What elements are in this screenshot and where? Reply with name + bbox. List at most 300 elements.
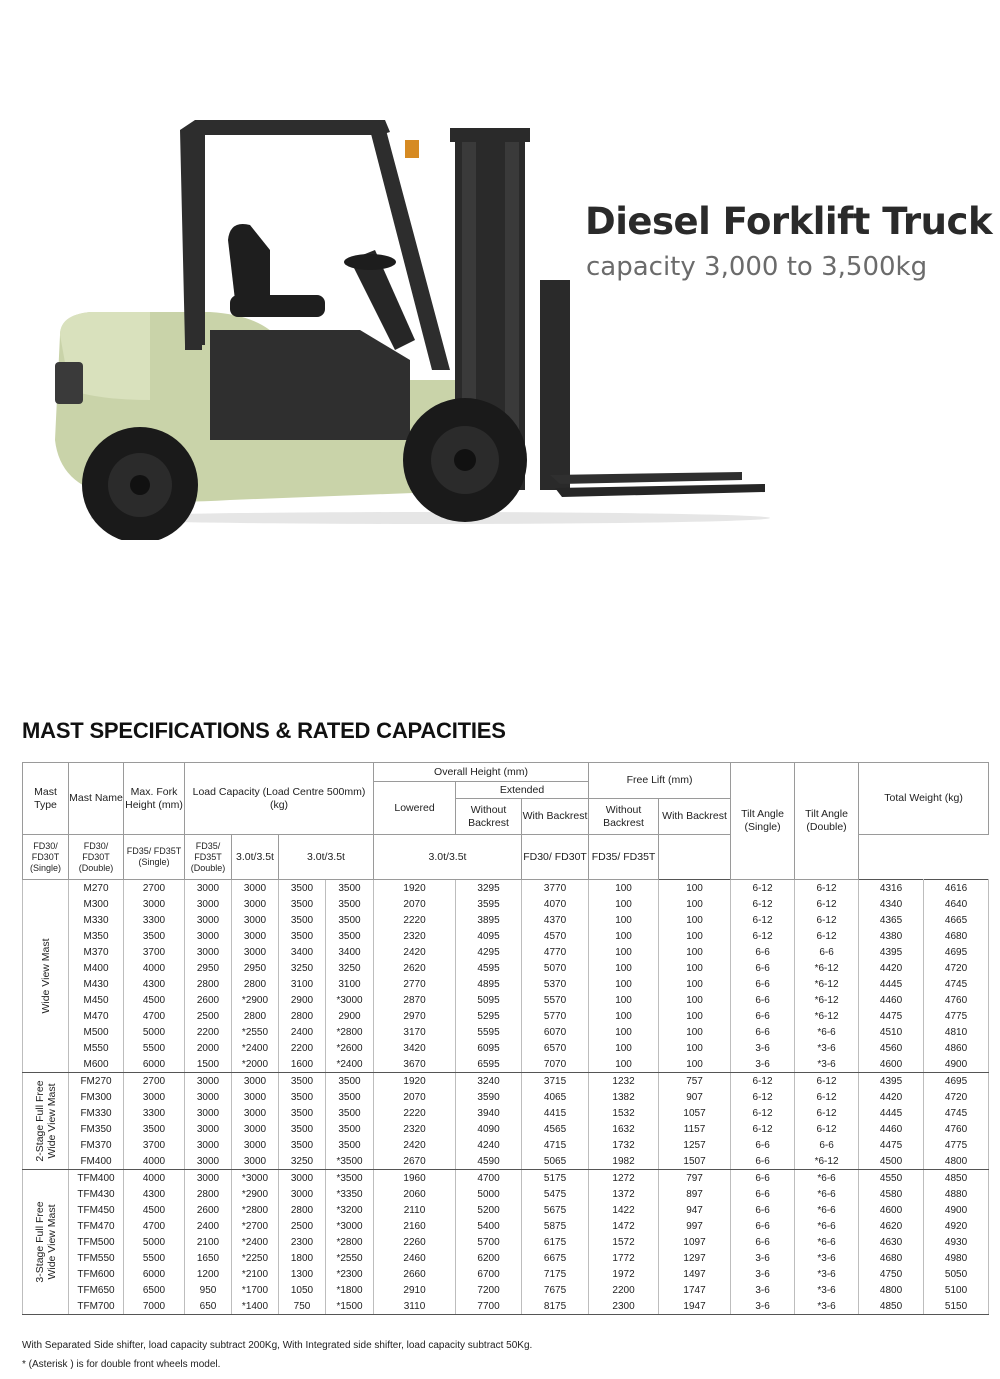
table-cell: 3000 [124, 1089, 185, 1105]
table-cell: TFM450 [69, 1202, 124, 1218]
table-cell: 2420 [374, 1137, 456, 1153]
table-cell: 1600 [279, 1056, 326, 1073]
table-cell: 6-6 [731, 1137, 795, 1153]
table-cell: 4720 [924, 1089, 989, 1105]
table-cell: 100 [589, 960, 659, 976]
table-cell: 4295 [456, 944, 522, 960]
table-cell: 3-6 [731, 1282, 795, 1298]
table-cell: 2220 [374, 912, 456, 928]
table-row [23, 1056, 989, 1073]
table-cell: 6-6 [731, 1186, 795, 1202]
table-cell: 2000 [185, 1040, 232, 1056]
table-cell: 1982 [589, 1153, 659, 1170]
table-cell: 3000 [232, 1105, 279, 1121]
table-cell: 2800 [185, 1186, 232, 1202]
table-cell: 3000 [232, 1121, 279, 1137]
table-cell: 5175 [522, 1170, 589, 1187]
table-cell: 6-12 [731, 912, 795, 928]
header-lc-fd30-double: FD30/ FD30T (Double) [69, 835, 124, 880]
table-cell: 3000 [185, 1137, 232, 1153]
table-cell: *1400 [232, 1298, 279, 1315]
table-cell: 1650 [185, 1250, 232, 1266]
table-cell: 2800 [185, 976, 232, 992]
table-cell: 6-12 [731, 1121, 795, 1137]
table-row [23, 960, 989, 976]
table-row [23, 1089, 989, 1105]
table-cell: 6-6 [731, 1218, 795, 1234]
table-cell: 3500 [326, 1105, 374, 1121]
header-fl-without-backrest: Without Backrest [589, 799, 659, 835]
table-cell: 3000 [232, 912, 279, 928]
table-row [23, 880, 989, 897]
table-row [23, 1298, 989, 1315]
header-lowered: Lowered [374, 782, 456, 835]
table-cell: 4880 [924, 1186, 989, 1202]
table-cell: 5150 [924, 1298, 989, 1315]
table-cell: 6000 [124, 1056, 185, 1073]
header-extended: Extended [456, 782, 589, 799]
table-cell: 3000 [279, 1170, 326, 1187]
table-cell: 2950 [185, 960, 232, 976]
table-cell: 3500 [326, 1073, 374, 1090]
table-cell: 4760 [924, 1121, 989, 1137]
section-title: MAST SPECIFICATIONS & RATED CAPACITIES [22, 718, 506, 743]
table-cell: 4640 [924, 896, 989, 912]
table-row [23, 1105, 989, 1121]
table-cell: 4850 [859, 1298, 924, 1315]
table-cell: 6-12 [795, 896, 859, 912]
table-cell: 4560 [859, 1040, 924, 1056]
table-cell: 4340 [859, 896, 924, 912]
header-tilt-single: Tilt Angle (Single) [731, 763, 795, 880]
table-cell: 2600 [185, 1202, 232, 1218]
table-cell: 3500 [326, 880, 374, 897]
table-cell: 757 [659, 1073, 731, 1090]
table-cell: 100 [659, 960, 731, 976]
table-cell: 2800 [232, 976, 279, 992]
table-cell: 100 [659, 1056, 731, 1073]
table-cell: 100 [659, 880, 731, 897]
table-cell: 3300 [124, 1105, 185, 1121]
table-cell: 2950 [232, 960, 279, 976]
table-cell: 4445 [859, 1105, 924, 1121]
table-cell: 3500 [279, 1073, 326, 1090]
table-cell: 3000 [185, 928, 232, 944]
table-cell: 2160 [374, 1218, 456, 1234]
table-cell: 6-12 [795, 928, 859, 944]
table-cell: 7000 [124, 1298, 185, 1315]
table-cell: 3250 [279, 1153, 326, 1170]
table-row [23, 944, 989, 960]
table-cell: 5400 [456, 1218, 522, 1234]
table-cell: 5570 [522, 992, 589, 1008]
table-cell: 100 [589, 928, 659, 944]
table-cell: 1947 [659, 1298, 731, 1315]
table-cell: 100 [659, 1008, 731, 1024]
table-cell: 4500 [124, 1202, 185, 1218]
table-cell: 1532 [589, 1105, 659, 1121]
table-cell: 6095 [456, 1040, 522, 1056]
table-cell: 4775 [924, 1008, 989, 1024]
table-cell: 4720 [924, 960, 989, 976]
table-cell: 4700 [124, 1008, 185, 1024]
table-cell: 2870 [374, 992, 456, 1008]
table-cell: M300 [69, 896, 124, 912]
table-cell: 2900 [279, 992, 326, 1008]
header-lc-fd35-double: FD35/ FD35T (Double) [185, 835, 232, 880]
table-cell: 6070 [522, 1024, 589, 1040]
table-cell: *6-12 [795, 1008, 859, 1024]
table-row [23, 1250, 989, 1266]
table-cell: 3300 [124, 912, 185, 928]
table-cell: 4760 [924, 992, 989, 1008]
table-cell: 6-12 [731, 880, 795, 897]
mast-type-label: 3-Stage Full Free Wide View Mast [33, 1201, 58, 1283]
table-cell: 3400 [279, 944, 326, 960]
table-cell: 7175 [522, 1266, 589, 1282]
table-cell: *1500 [326, 1298, 374, 1315]
table-cell: 4580 [859, 1186, 924, 1202]
table-cell: 2670 [374, 1153, 456, 1170]
table-cell: *3500 [326, 1170, 374, 1187]
table-cell: 3170 [374, 1024, 456, 1040]
table-cell: *3-6 [795, 1282, 859, 1298]
table-cell: 7675 [522, 1282, 589, 1298]
table-cell: 5595 [456, 1024, 522, 1040]
table-cell: 3000 [232, 880, 279, 897]
table-cell: 4930 [924, 1234, 989, 1250]
table-cell: 3000 [279, 1186, 326, 1202]
table-cell: 6-6 [731, 1008, 795, 1024]
table-cell: 2320 [374, 928, 456, 944]
table-cell: 3100 [279, 976, 326, 992]
table-cell: *3000 [326, 1218, 374, 1234]
table-cell: 1507 [659, 1153, 731, 1170]
table-cell: 3500 [326, 912, 374, 928]
table-cell: 797 [659, 1170, 731, 1187]
table-cell: 100 [589, 1040, 659, 1056]
table-cell: 3100 [326, 976, 374, 992]
table-cell: *6-12 [795, 960, 859, 976]
table-cell: 3295 [456, 880, 522, 897]
table-cell: 3715 [522, 1073, 589, 1090]
table-cell: 4980 [924, 1250, 989, 1266]
table-cell: 1920 [374, 1073, 456, 1090]
table-cell: 4370 [522, 912, 589, 928]
table-cell: 3000 [185, 912, 232, 928]
table-cell: 2600 [185, 992, 232, 1008]
table-cell: 5770 [522, 1008, 589, 1024]
table-cell: 2700 [124, 880, 185, 897]
table-cell: 6-12 [731, 1089, 795, 1105]
mast-type-label: Wide View Mast [39, 938, 52, 1014]
table-cell: 100 [589, 944, 659, 960]
table-cell: *2300 [326, 1266, 374, 1282]
table-cell: 2070 [374, 1089, 456, 1105]
table-row [23, 992, 989, 1008]
table-cell: 2300 [279, 1234, 326, 1250]
table-row [23, 1024, 989, 1040]
table-cell: M330 [69, 912, 124, 928]
table-cell: 3-6 [731, 1250, 795, 1266]
table-cell: *2700 [232, 1218, 279, 1234]
table-cell: M430 [69, 976, 124, 992]
table-cell: 3500 [326, 1089, 374, 1105]
header-tilt-double: Tilt Angle (Double) [795, 763, 859, 880]
table-cell: 3110 [374, 1298, 456, 1315]
table-cell: 4550 [859, 1170, 924, 1187]
table-cell: 3500 [279, 912, 326, 928]
table-row [23, 928, 989, 944]
table-cell: 3000 [185, 1105, 232, 1121]
table-cell: 6-6 [795, 944, 859, 960]
table-cell: 6-6 [731, 1234, 795, 1250]
table-cell: 6595 [456, 1056, 522, 1073]
table-cell: 3500 [279, 896, 326, 912]
header-mast-type: Mast Type [23, 763, 69, 835]
table-cell: 1057 [659, 1105, 731, 1121]
table-cell: *6-6 [795, 1170, 859, 1187]
table-cell: 2900 [326, 1008, 374, 1024]
table-cell: 2420 [374, 944, 456, 960]
table-cell: 4920 [924, 1218, 989, 1234]
table-cell: 6-6 [731, 960, 795, 976]
table-row [23, 1282, 989, 1298]
table-cell: 1097 [659, 1234, 731, 1250]
table-cell: 6200 [456, 1250, 522, 1266]
table-row [23, 1121, 989, 1137]
table-cell: 1960 [374, 1170, 456, 1187]
table-cell: 4630 [859, 1234, 924, 1250]
header-overall-height: Overall Height (mm) [374, 763, 589, 782]
header-tw-fd35: FD35/ FD35T [589, 835, 659, 880]
table-cell: 3700 [124, 1137, 185, 1153]
table-cell: *2600 [326, 1040, 374, 1056]
table-cell: 100 [659, 992, 731, 1008]
table-cell: 4240 [456, 1137, 522, 1153]
table-cell: 5000 [456, 1186, 522, 1202]
header-fl-with-backrest: With Backrest [659, 799, 731, 835]
table-cell: 4745 [924, 1105, 989, 1121]
table-cell: 6-12 [731, 896, 795, 912]
table-cell: 100 [659, 976, 731, 992]
mast-spec-table-wrapper [22, 762, 988, 1315]
table-cell: TFM650 [69, 1282, 124, 1298]
table-cell: 4445 [859, 976, 924, 992]
table-cell: 100 [589, 1056, 659, 1073]
table-cell: 4900 [924, 1056, 989, 1073]
table-cell: 1372 [589, 1186, 659, 1202]
table-cell: 3000 [185, 1073, 232, 1090]
table-cell: 4800 [924, 1153, 989, 1170]
table-cell: 897 [659, 1186, 731, 1202]
header-oh-extended-sub: 3.0t/3.5t [279, 835, 374, 880]
table-cell: 6-6 [731, 944, 795, 960]
table-cell: 5095 [456, 992, 522, 1008]
table-cell: 750 [279, 1298, 326, 1315]
table-cell: 2500 [279, 1218, 326, 1234]
table-cell: 7070 [522, 1056, 589, 1073]
table-cell: 3000 [185, 1089, 232, 1105]
table-cell: 3895 [456, 912, 522, 928]
table-cell: *3000 [232, 1170, 279, 1187]
table-cell: 4420 [859, 1089, 924, 1105]
table-cell: 5070 [522, 960, 589, 976]
table-cell: 3670 [374, 1056, 456, 1073]
table-cell: 2100 [185, 1234, 232, 1250]
table-cell: 4380 [859, 928, 924, 944]
table-cell: 3420 [374, 1040, 456, 1056]
table-cell: 2320 [374, 1121, 456, 1137]
table-cell: 2260 [374, 1234, 456, 1250]
table-cell: 100 [659, 912, 731, 928]
table-cell: 4065 [522, 1089, 589, 1105]
table-cell: *2400 [326, 1056, 374, 1073]
table-cell: 1050 [279, 1282, 326, 1298]
table-cell: 2200 [185, 1024, 232, 1040]
table-cell: 1972 [589, 1266, 659, 1282]
table-cell: 3000 [232, 944, 279, 960]
table-cell: 2060 [374, 1186, 456, 1202]
table-row [23, 1202, 989, 1218]
table-cell: TFM600 [69, 1266, 124, 1282]
table-cell: 3000 [185, 896, 232, 912]
table-cell: 4500 [124, 992, 185, 1008]
forklift-image [30, 100, 790, 540]
table-cell: 4475 [859, 1137, 924, 1153]
table-cell: 3940 [456, 1105, 522, 1121]
table-cell: 6570 [522, 1040, 589, 1056]
table-cell: 4316 [859, 880, 924, 897]
table-cell: *2250 [232, 1250, 279, 1266]
table-cell: 997 [659, 1218, 731, 1234]
table-cell: FM330 [69, 1105, 124, 1121]
header-with-backrest: With Backrest [522, 799, 589, 835]
table-cell: 5100 [924, 1282, 989, 1298]
table-row [23, 1266, 989, 1282]
header-lc-fd30-single: FD30/ FD30T (Single) [23, 835, 69, 880]
table-cell: 4775 [924, 1137, 989, 1153]
table-cell: *3000 [326, 992, 374, 1008]
table-cell: 7200 [456, 1282, 522, 1298]
table-cell: 6675 [522, 1250, 589, 1266]
table-cell: *2800 [232, 1202, 279, 1218]
table-cell: 6-6 [731, 992, 795, 1008]
table-cell: 4600 [859, 1056, 924, 1073]
table-cell: *2000 [232, 1056, 279, 1073]
table-cell: 100 [659, 896, 731, 912]
table-cell: 2400 [279, 1024, 326, 1040]
table-cell: *3500 [326, 1153, 374, 1170]
table-cell: *6-12 [795, 976, 859, 992]
table-cell: 3000 [232, 896, 279, 912]
table-cell: 5295 [456, 1008, 522, 1024]
table-cell: 3500 [279, 1105, 326, 1121]
table-cell: 4745 [924, 976, 989, 992]
product-title: Diesel Forklift Truck [585, 200, 993, 243]
table-row [23, 912, 989, 928]
table-cell: *2100 [232, 1266, 279, 1282]
table-cell: 1500 [185, 1056, 232, 1073]
table-cell: 3700 [124, 944, 185, 960]
table-cell: 3250 [326, 960, 374, 976]
table-row [23, 1186, 989, 1202]
table-cell: 3590 [456, 1089, 522, 1105]
table-cell: 4695 [924, 944, 989, 960]
table-cell: 3500 [326, 928, 374, 944]
header-tw-fd30: FD30/ FD30T [522, 835, 589, 880]
header-without-backrest: Without Backrest [456, 799, 522, 835]
table-cell: 6-12 [731, 928, 795, 944]
table-cell: 4070 [522, 896, 589, 912]
table-cell: 100 [659, 1040, 731, 1056]
table-cell: 100 [589, 896, 659, 912]
table-cell: 2770 [374, 976, 456, 992]
table-cell: *3-6 [795, 1040, 859, 1056]
table-cell: *1700 [232, 1282, 279, 1298]
table-cell: 3400 [326, 944, 374, 960]
table-cell: 4365 [859, 912, 924, 928]
table-cell: 5500 [124, 1040, 185, 1056]
table-cell: 1472 [589, 1218, 659, 1234]
table-row [23, 1073, 989, 1090]
table-cell: TFM430 [69, 1186, 124, 1202]
table-cell: 6-12 [795, 1089, 859, 1105]
table-cell: 6175 [522, 1234, 589, 1250]
table-cell: 3500 [279, 880, 326, 897]
table-cell: 3500 [326, 1121, 374, 1137]
table-cell: 4850 [924, 1170, 989, 1187]
table-cell: 6-6 [795, 1137, 859, 1153]
table-cell: 1232 [589, 1073, 659, 1090]
table-cell: 2110 [374, 1202, 456, 1218]
table-cell: 6500 [124, 1282, 185, 1298]
table-cell: 4700 [124, 1218, 185, 1234]
table-cell: 6-6 [731, 976, 795, 992]
table-cell: 2070 [374, 896, 456, 912]
table-cell: 3000 [185, 1153, 232, 1170]
table-cell: 5875 [522, 1218, 589, 1234]
table-row [23, 1040, 989, 1056]
table-cell: 6-6 [731, 1024, 795, 1040]
table-cell: *3-6 [795, 1298, 859, 1315]
table-row [23, 1137, 989, 1153]
table-cell: 3000 [232, 1073, 279, 1090]
header-lc-fd35-single: FD35/ FD35T (Single) [124, 835, 185, 880]
table-cell: 4500 [859, 1153, 924, 1170]
table-cell: 5500 [124, 1250, 185, 1266]
table-cell: 2700 [124, 1073, 185, 1090]
table-cell: 2800 [279, 1008, 326, 1024]
table-cell: 950 [185, 1282, 232, 1298]
table-cell: 1257 [659, 1137, 731, 1153]
header-load-capacity: Load Capacity (Load Centre 500mm) (kg) [185, 763, 374, 835]
table-cell: TFM550 [69, 1250, 124, 1266]
table-cell: TFM700 [69, 1298, 124, 1315]
table-cell: 1800 [279, 1250, 326, 1266]
table-cell: 8175 [522, 1298, 589, 1315]
table-cell: 2200 [279, 1040, 326, 1056]
table-cell: *1800 [326, 1282, 374, 1298]
table-cell: 3500 [124, 1121, 185, 1137]
table-cell: 3250 [279, 960, 326, 976]
table-cell: *2900 [232, 992, 279, 1008]
table-row [23, 1008, 989, 1024]
table-row [23, 1234, 989, 1250]
table-body [23, 880, 989, 1315]
table-cell: *2400 [232, 1234, 279, 1250]
table-cell: 6-12 [795, 912, 859, 928]
